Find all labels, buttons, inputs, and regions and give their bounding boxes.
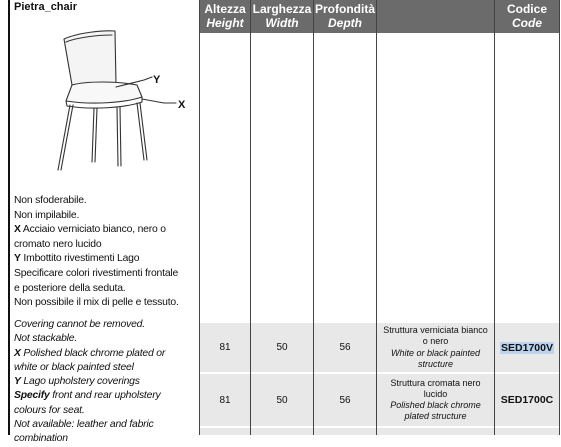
note-line: Not stackable. xyxy=(14,333,78,345)
column-divider xyxy=(494,0,495,435)
note-line: combination xyxy=(14,433,68,445)
note-line: Specify front and rear upholstery xyxy=(14,390,161,402)
product-info-column xyxy=(8,0,201,445)
note-line: white or black painted steel xyxy=(14,361,134,373)
product-code[interactable]: SED1700C xyxy=(500,394,554,406)
code-cell[interactable] xyxy=(495,374,559,426)
note-line: cromato nero lucido xyxy=(14,238,102,250)
note-line: Non sfoderabile. xyxy=(14,195,87,206)
note-line: Not available: leather and fabric xyxy=(14,419,154,431)
header-depth: Profondità Depth xyxy=(314,0,376,33)
note-line: Specificare colori rivestimenti frontale xyxy=(14,267,179,279)
note-line: colours for seat. xyxy=(14,404,85,416)
english-notes xyxy=(14,318,200,447)
depth-value: 56 xyxy=(339,342,351,353)
italian-notes xyxy=(14,194,200,311)
note-line: Y Imbottito rivestimenti Lago xyxy=(14,253,140,265)
table-row-partial xyxy=(200,428,559,435)
width-value: 50 xyxy=(276,394,288,406)
finish-description: Struttura verniciata bianco o nero White or black painted structure xyxy=(383,325,488,369)
note-line: Non impilabile. xyxy=(14,209,80,221)
dimension-y-label: Y xyxy=(153,74,161,86)
column-divider xyxy=(559,0,560,435)
depth-value: 56 xyxy=(339,394,351,406)
note-line: Covering cannot be removed. xyxy=(14,319,145,330)
table-row xyxy=(200,323,559,372)
table-row xyxy=(200,374,559,426)
header-description xyxy=(377,0,494,33)
code-cell[interactable] xyxy=(495,323,559,372)
product-code[interactable]: SED1700V xyxy=(501,341,553,354)
note-line: Non possibile il mix di pelle e tessuto. xyxy=(14,297,179,309)
chair-drawing xyxy=(32,25,202,175)
dimension-x-label: X xyxy=(178,99,186,111)
column-divider xyxy=(250,0,251,435)
header-code: Codice Code xyxy=(495,0,559,33)
column-divider xyxy=(313,0,314,435)
product-title: Pietra_chair xyxy=(14,1,77,13)
note-line: Y Lago upholstery coverings xyxy=(14,376,140,388)
height-value: 81 xyxy=(219,342,231,353)
note-line: X Polished black chrome plated or xyxy=(14,347,166,359)
note-line: e posteriore della seduta. xyxy=(14,282,126,294)
header-width: Larghezza Width xyxy=(251,0,313,33)
note-line: X Acciaio verniciato bianco, nero o xyxy=(14,224,166,236)
width-value: 50 xyxy=(276,342,288,353)
height-value: 81 xyxy=(219,394,231,406)
column-divider xyxy=(199,0,200,435)
column-divider xyxy=(376,0,377,435)
header-height: Altezza Height xyxy=(200,0,250,33)
finish-description: Struttura cromata nero lucido Polished black chrome plated structure xyxy=(390,377,481,422)
